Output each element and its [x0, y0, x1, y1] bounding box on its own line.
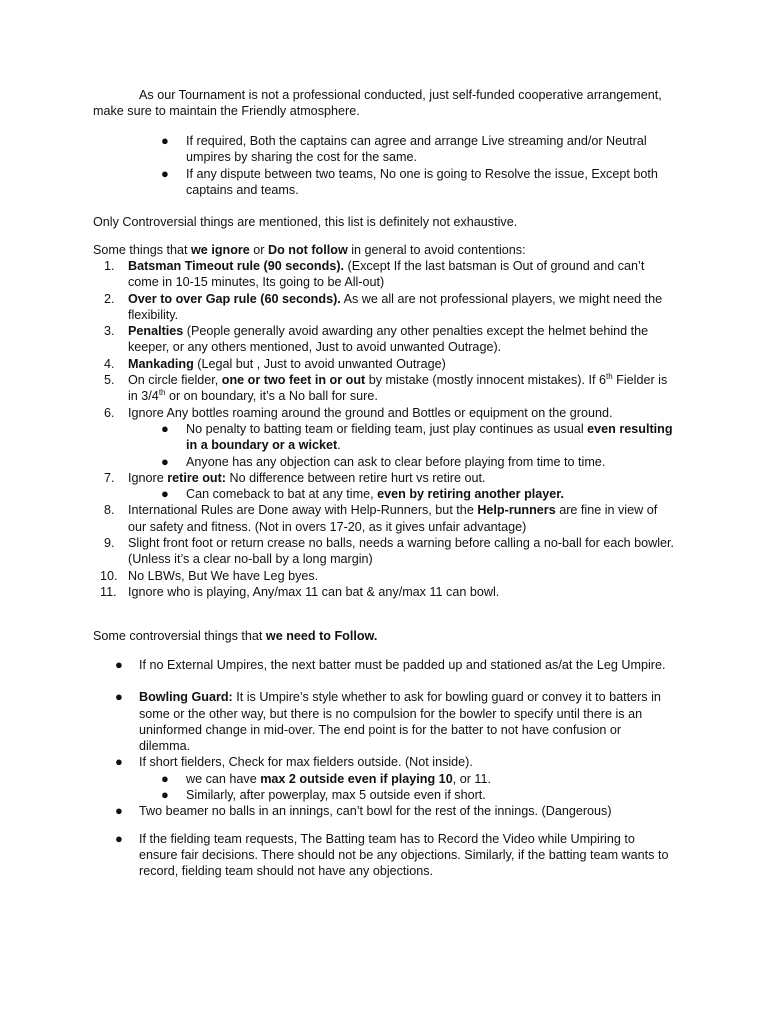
list-item: ● If short fielders, Check for max fielders outside. (Not inside). ● we can have max 2 outside even if playing 10, or 11. ● Similarly, after powerplay, max 5 outside even if short.	[115, 754, 675, 803]
bullet-marker: ●	[161, 770, 169, 786]
list-item: 1. Batsman Timeout rule (90 seconds). (Except If the last batsman is Out of ground and can’t come in 10-15 minutes, Its going to be All-out)	[104, 259, 645, 290]
sub-bullet-list	[161, 486, 676, 502]
list-item: 7. Ignore retire out: No difference between retire hurt vs retire out. ● Can comeback to bat at any time, even by retiring another player.	[104, 470, 676, 503]
list-item: ● If no External Umpires, the next batter must be padded up and stationed as/at the Leg Umpire.	[115, 657, 666, 672]
list-item: 3. Penalties (People generally avoid awarding any other penalties except the helmet behind the keeper, or any others mentioned, Just to avoid unwanted Outrage).	[104, 324, 649, 355]
bullet-marker: ●	[115, 803, 123, 819]
list-number: 5.	[104, 373, 115, 388]
list-item: 10. No LBWs, But We have Leg byes.	[100, 568, 319, 583]
bullet-marker: ●	[161, 486, 169, 502]
list-number: 1.	[104, 259, 115, 273]
bullet-marker: ●	[115, 689, 123, 705]
list-item: 5. On circle fielder, one or two feet in or out by mistake (mostly innocent mistakes). If 6th Fielder is in 3/4th or on boundary, it’s a No ball for sure.	[104, 371, 668, 404]
list-number: 8.	[104, 503, 115, 518]
list-item: ● Bowling Guard: It is Umpire’s style whether to ask for bowling guard or convey it to batters in some or the other way, but there is no compulsion for the bowler to specify until there is an uninformed change in mid-over. The end point is for the batter to not have confusion or dilemma.	[115, 689, 661, 754]
list-item: ● Can comeback to bat at any time, even by retiring another player.	[161, 486, 564, 502]
list-number: 11.	[100, 584, 117, 599]
bullet-marker: ●	[161, 420, 169, 436]
list-item: ● Two beamer no balls in an innings, can’t bowl for the rest of the innings. (Dangerous)	[115, 803, 612, 819]
bullet-marker: ●	[115, 830, 123, 846]
list-number: 6.	[104, 405, 115, 420]
bullet-marker: ●	[161, 453, 169, 469]
list-item: ● we can have max 2 outside even if playing 10, or 11.	[161, 770, 491, 786]
follow-rules-list	[115, 657, 675, 880]
list-item: ● If any dispute between two teams, No one is going to Resolve the issue, Except both captains and teams.	[161, 165, 658, 197]
bullet-marker: ●	[115, 754, 123, 770]
list-item: 6. Ignore Any bottles roaming around the ground and Bottles or equipment on the ground. ● No penalty to batting team or fielding team, just play continues as usual even resulting in a boundary or a wicket. ● Anyone has any objection can ask to clear before playing from time to time.	[104, 405, 676, 470]
bullet-marker: ●	[161, 787, 169, 803]
follow-section-heading: Some controversial things that we need to Follow.	[93, 629, 378, 643]
list-item: ● If required, Both the captains can agree and arrange Live streaming and/or Neutral umpires by sharing the cost for the same.	[161, 133, 647, 165]
sub-bullet-list	[161, 421, 676, 470]
bullet-marker: ●	[115, 657, 123, 672]
ignore-rules-list	[100, 258, 676, 600]
list-item: ● Similarly, after powerplay, max 5 outside even if short.	[161, 787, 486, 803]
list-item: 8. International Rules are Done away with Help-Runners, but the Help-runners are fine in view of our safety and fitness. (Not in overs 17-20, as it gives unfair advantage)	[104, 503, 658, 534]
list-number: 2.	[104, 291, 115, 306]
list-item: ● If the fielding team requests, The Batting team has to Record the Video while Umpiring to ensure fair decisions. There should not be any objections. Similarly, if the batting team wants to record, fielding team should not have any objections.	[115, 830, 669, 879]
list-item: 11. Ignore who is playing, Any/max 11 can bat & any/max 11 can bowl.	[100, 584, 500, 599]
list-item: 2. Over to over Gap rule (60 seconds). As we all are not professional players, we might need the flexibility.	[104, 291, 663, 322]
intro-paragraph: As our Tournament is not a professional conducted, just self-funded cooperative arrangement, make sure to maintain the Friendly atmosphere.	[93, 88, 662, 119]
list-number: 4.	[104, 356, 115, 371]
bullet-marker: ●	[161, 165, 169, 181]
intro-bullet-list	[161, 133, 681, 198]
list-number: 9.	[104, 536, 115, 551]
list-item: ● Anyone has any objection can ask to clear before playing from time to time.	[161, 453, 606, 469]
list-number: 10.	[100, 568, 118, 583]
note-paragraph: Only Controversial things are mentioned, this list is definitely not exhaustive.	[93, 215, 518, 229]
ignore-section-heading: Some things that we ignore or Do not follow in general to avoid contentions:	[93, 243, 526, 257]
list-item: 9. Slight front foot or return crease no balls, needs a warning before calling a no-ball for each bowler. (Unless it’s a clear no-ball by a long margin)	[104, 536, 675, 567]
bullet-marker: ●	[161, 133, 169, 148]
list-item: ● No penalty to batting team or fielding team, just play continues as usual even resulting in a boundary or a wicket.	[161, 420, 673, 453]
sub-bullet-list	[161, 771, 675, 804]
list-number: 7.	[104, 470, 115, 485]
list-item: 4. Mankading (Legal but , Just to avoid unwanted Outrage)	[104, 356, 446, 371]
list-number: 3.	[104, 324, 115, 339]
